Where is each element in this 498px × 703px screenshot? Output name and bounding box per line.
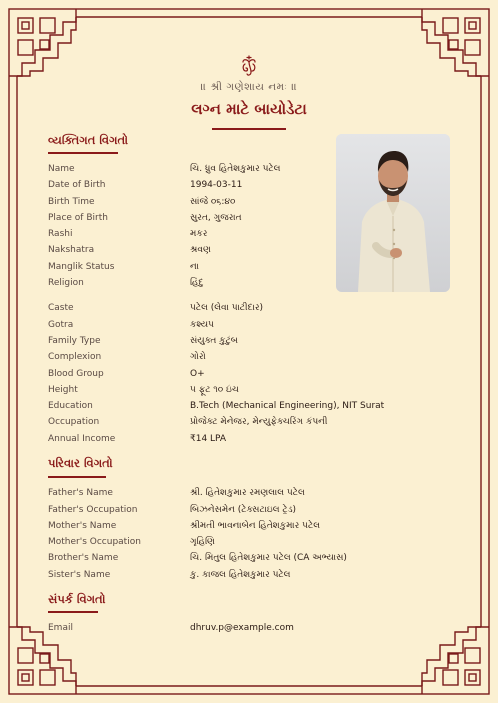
detail-label: Annual Income [48,434,116,444]
detail-row-mother-name [48,519,448,533]
detail-row-nakshatra [48,243,448,257]
detail-value: મકર [190,229,208,239]
detail-row-caste [48,301,448,315]
detail-label: Father's Occupation [48,505,138,515]
detail-value: પ્રોજેક્ટ મેનેજર, મેન્યુફેક્ચરિંગ કંપની [190,417,328,427]
detail-row-occupation [48,415,448,429]
detail-value: O+ [190,369,205,379]
detail-value: ચિ. ધ્રુવ હિતેશકુમાર પટેલ [190,164,281,174]
section-title-personal: વ્યક્તિગત વિગતો [48,133,128,147]
detail-row-rashi [48,227,448,241]
detail-label: Rashi [48,229,73,239]
detail-label: Date of Birth [48,180,106,190]
invocation-text: ॥ શ્રી ગણેશાય નમઃ ॥ [200,81,298,93]
detail-row-father-name [48,486,448,500]
detail-label: Occupation [48,417,100,427]
detail-value: ના [190,262,199,272]
detail-row-family-type [48,334,448,348]
detail-value: ૫ ફૂટ ૧૦ ઇંચ [190,385,239,395]
detail-row-complexion [48,350,448,364]
detail-label: Complexion [48,352,102,362]
detail-label: Family Type [48,336,101,346]
detail-value: કશ્યપ [190,320,214,330]
detail-value: ગોરો [190,352,206,362]
detail-row-birth-place [48,211,448,225]
detail-label: Birth Time [48,197,95,207]
detail-label: Name [48,164,75,174]
detail-label: Height [48,385,78,395]
detail-row-birth-time [48,195,448,209]
detail-row-blood-group [48,367,448,381]
detail-label: Father's Name [48,488,113,498]
detail-row-manglik [48,260,448,274]
detail-label: Manglik Status [48,262,115,272]
detail-label: Caste [48,303,74,313]
detail-row-dob [48,178,448,192]
detail-row-education [48,399,448,413]
detail-value: શ્રવણ [190,245,211,255]
detail-label: Gotra [48,320,74,330]
detail-row-height [48,383,448,397]
detail-row-religion [48,276,448,290]
detail-label: Brother's Name [48,553,119,563]
detail-value: ₹14 LPA [190,434,227,444]
detail-value: બિઝનેસમેન (ટેક્સટાઇલ ટ્રેડ) [190,505,297,515]
detail-value: હિંદુ [190,278,204,288]
detail-label: Sister's Name [48,570,111,580]
detail-row-mother-occupation [48,535,448,549]
detail-label: Email [48,623,73,633]
detail-row-name [48,162,448,176]
detail-label: Religion [48,278,84,288]
detail-value: શ્રી. હિતેશકુમાર રમણલાલ પટેલ [190,488,305,498]
title-divider [212,128,286,130]
detail-value: dhruv.p@example.com [190,623,294,633]
detail-label: Mother's Occupation [48,537,141,547]
detail-value: સંયુક્ત કુટુંબ [190,336,238,346]
detail-value: શ્રીમતી ભાવનાબેન હિતેશકુમાર પટેલ [190,521,321,531]
detail-value: કુ. કાજલ હિતેશકુમાર પટેલ [190,570,291,580]
detail-value: સુરત, ગુજરાત [190,213,242,223]
detail-row-sister-name [48,568,448,582]
section-divider-family [48,476,106,478]
detail-value: પટેલ (લેવા પાટીદાર) [190,303,263,313]
section-divider-personal [48,152,118,154]
ganesha-symbol-icon [237,54,261,78]
detail-label: Place of Birth [48,213,108,223]
detail-value: ચિ. મિતુલ હિતેશકુમાર પટેલ (CA અભ્યાસ) [190,553,347,563]
detail-row-email [48,621,448,635]
section-divider-contact [48,611,98,613]
detail-value: સાંજે ૦૬:૪૦ [190,197,236,207]
detail-row-brother-name [48,551,448,565]
detail-label: Education [48,401,93,411]
detail-row-father-occupation [48,503,448,517]
detail-value: 1994-03-11 [190,180,243,190]
section-title-contact: સંપર્ક વિગતો [48,592,106,606]
detail-value: ગૃહિણિ [190,537,215,547]
detail-label: Nakshatra [48,245,95,255]
page-title: લગ્ન માટે બાયોડેટા [191,100,307,118]
detail-row-income [48,432,448,446]
section-title-family: પરિવાર વિગતો [48,456,113,470]
detail-value: B.Tech (Mechanical Engineering), NIT Surat [190,401,385,411]
detail-label: Mother's Name [48,521,117,531]
detail-row-gotra [48,318,448,332]
detail-label: Blood Group [48,369,104,379]
